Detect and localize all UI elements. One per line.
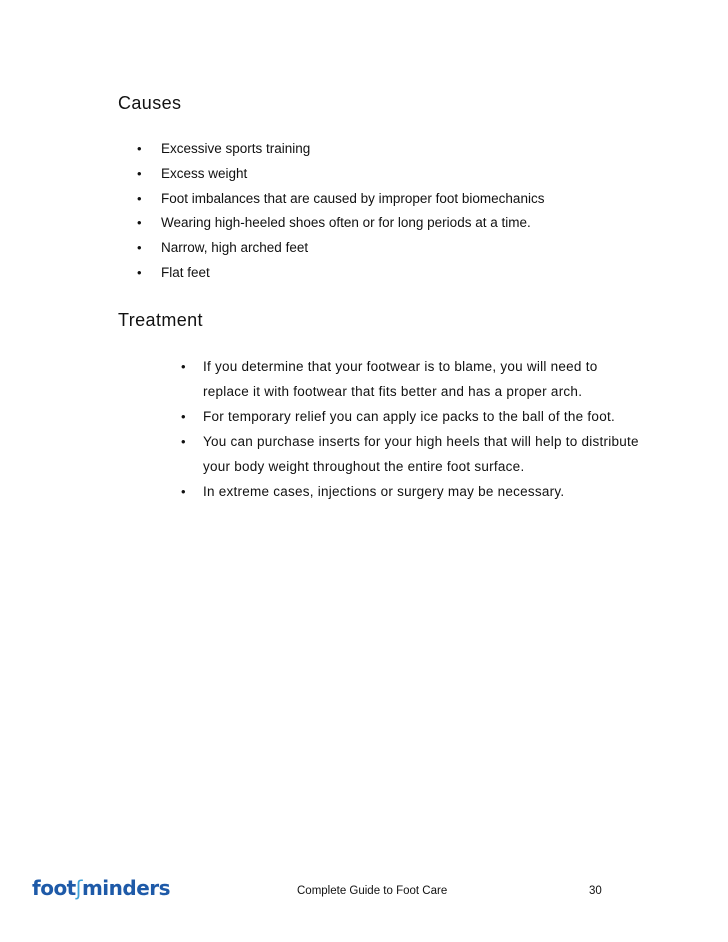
list-item — [137, 239, 544, 264]
logo-text-right: minders — [81, 876, 171, 900]
footminders-logo — [32, 876, 170, 900]
causes-heading: Causes — [118, 93, 182, 113]
treatment-text: In extreme cases, injections or surgery may be necessary. — [203, 484, 565, 499]
list-item — [181, 429, 641, 479]
list-item — [181, 404, 641, 429]
list-item — [137, 214, 544, 239]
cause-text: Flat feet — [161, 264, 210, 280]
cause-text: Narrow, high arched feet — [161, 240, 309, 256]
logo-figure-icon: ʃ — [75, 876, 82, 900]
cause-text: Excessive sports training — [161, 141, 311, 156]
list-item — [137, 140, 544, 165]
treatment-text: For temporary relief you can apply ice packs to the ball of the foot. — [203, 409, 615, 424]
list-item — [137, 264, 544, 289]
bullet-icon: • — [137, 240, 142, 256]
cause-text: Excess weight — [161, 165, 248, 181]
list-item — [181, 479, 641, 504]
footer-title: Complete Guide to Foot Care — [297, 885, 448, 897]
list-item — [181, 354, 641, 404]
treatment-heading: Treatment — [118, 310, 203, 330]
bullet-icon: • — [137, 141, 142, 156]
bullet-icon: • — [181, 434, 186, 449]
bullet-icon: • — [137, 215, 142, 231]
list-item — [137, 190, 544, 215]
treatment-text: If you determine that your footwear is to blame, you will need to replace it with footwear that fits better and has a proper arch. — [203, 359, 598, 399]
bullet-icon: • — [181, 409, 186, 424]
causes-list — [137, 140, 544, 289]
bullet-icon: • — [137, 190, 142, 206]
bullet-icon: • — [181, 359, 186, 374]
cause-text: Foot imbalances that are caused by improper foot biomechanics — [161, 190, 545, 206]
treatment-text: You can purchase inserts for your high heels that will help to distribute your body weight throughout the entire foot surface. — [203, 434, 639, 474]
logo-text-left: foot — [32, 876, 76, 900]
bullet-icon: • — [137, 165, 142, 181]
bullet-icon: • — [137, 264, 142, 280]
list-item — [137, 165, 544, 190]
cause-text: Wearing high-heeled shoes often or for long periods at a time. — [161, 215, 531, 231]
treatment-list — [181, 354, 641, 504]
bullet-icon: • — [181, 484, 186, 499]
page-number: 30 — [589, 885, 602, 897]
